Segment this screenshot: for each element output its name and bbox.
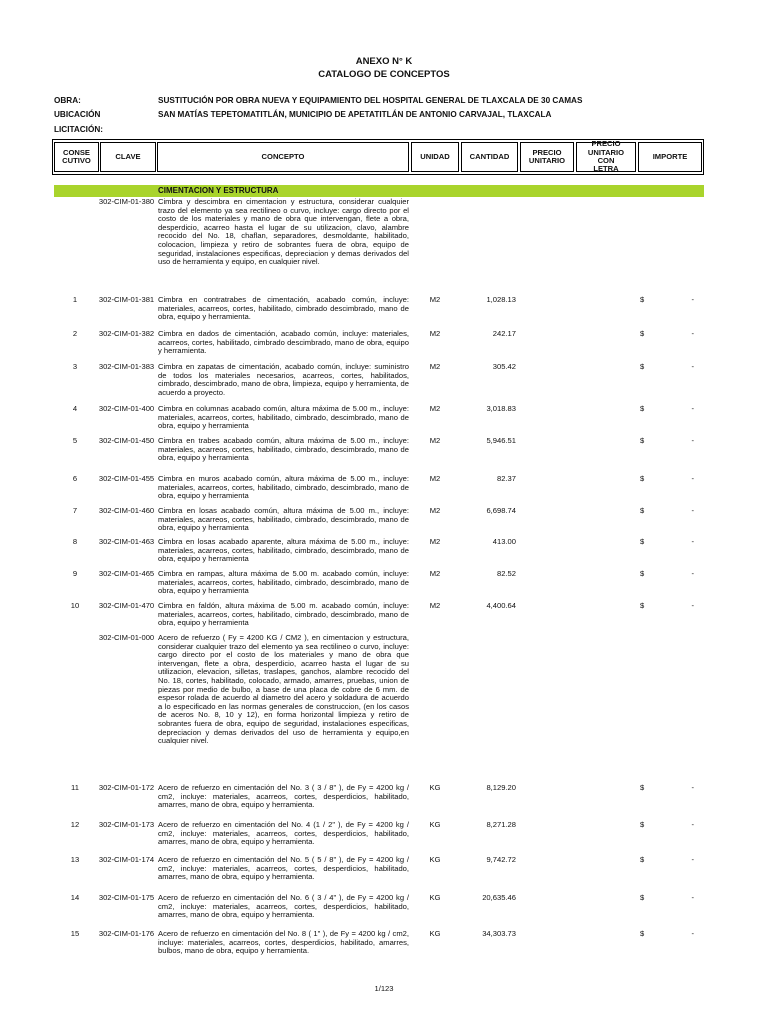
- row-concepto: Cimbra en contratrabes de cimentación, acabado común, incluye: materiales, acarreos, cortes, habilitado, cimbrado descimbrado, mano de obra, equipo y herramienta.: [158, 295, 409, 322]
- row-num: 12: [70, 820, 80, 829]
- row-clave: 302-CIM-01-470: [98, 601, 155, 610]
- row-clave: 302-CIM-01-383: [98, 362, 155, 371]
- row-importe: -: [691, 893, 694, 902]
- row-cantidad: 242.17: [492, 329, 516, 338]
- row-concepto: Acero de refuerzo en cimentación del No. 8 ( 1" ), de Fy = 4200 kg / cm2, incluye: materiales, acarreos, cortes, desperdicios, habilitado, amarres, bulbos, mano de obra, equipo y herramienta.: [158, 929, 409, 956]
- row-num: 5: [72, 436, 78, 445]
- row-num: 2: [72, 329, 78, 338]
- row-importe: -: [691, 601, 694, 610]
- header-cantidad: CANTIDAD: [461, 142, 518, 172]
- row-num: 15: [70, 929, 80, 938]
- row-num: 14: [70, 893, 80, 902]
- row-num: 10: [70, 601, 80, 610]
- row-currency: $: [640, 329, 645, 338]
- row-concepto: Cimbra en zapatas de cimentación, acabado común, incluye: suministro de todos los materiales necesarios, acarreos, cortes, habilitados, cimbrado, descimbrado, mano de obra, limpieza, equipo y herramienta, de acuerdo a proyecto.: [158, 362, 409, 397]
- row-clave: 302-CIM-01-172: [98, 783, 155, 792]
- row-currency: $: [640, 404, 645, 413]
- row-concepto: Cimbra en losas acabado aparente, altura máxima de 5.00 m., incluye: materiales, acarreos, cortes, habilitado, cimbrado, descimbrado, mano de obra, equipo y herramienta: [158, 537, 409, 564]
- header-precio-unitario: PRECIO UNITARIO: [520, 142, 574, 172]
- row-cantidad: 5,946.51: [486, 436, 516, 445]
- row-cantidad: 82.37: [496, 474, 516, 483]
- row-importe: -: [691, 506, 694, 515]
- row-unidad: M2: [429, 506, 441, 515]
- row-importe: -: [691, 295, 694, 304]
- row-cantidad: 3,018.83: [486, 404, 516, 413]
- row-concepto: Acero de refuerzo en cimentación del No. 4 (1 / 2" ), de Fy = 4200 kg / cm2, incluye: materiales, acarreos, cortes, desperdicios, habilitado, amarres, mano de obra, equipo y herramienta.: [158, 820, 409, 847]
- row-unidad: KG: [429, 820, 441, 829]
- row-clave: 302-CIM-01-000: [98, 633, 155, 642]
- row-unidad: M2: [429, 404, 441, 413]
- row-concepto: Cimbra en trabes acabado común, altura máxima de 5.00 m., incluye: materiales, acarreos, cortes, habilitado, cimbrado, descimbrado, mano de obra, equipo y herramienta: [158, 436, 409, 463]
- row-unidad: M2: [429, 362, 441, 371]
- header-precio-letra: PRECIO UNITARIO CON LETRA: [576, 142, 636, 172]
- row-currency: $: [640, 820, 645, 829]
- header-clave: CLAVE: [100, 142, 156, 172]
- row-clave: 302-CIM-01-460: [98, 506, 155, 515]
- row-num: 9: [72, 569, 78, 578]
- row-clave: 302-CIM-01-175: [98, 893, 155, 902]
- row-unidad: M2: [429, 295, 441, 304]
- row-cantidad: 34,303.73: [482, 929, 516, 938]
- obra-label: OBRA:: [54, 96, 81, 105]
- row-clave: 302-CIM-01-450: [98, 436, 155, 445]
- row-clave: 302-CIM-01-176: [98, 929, 155, 938]
- row-currency: $: [640, 929, 645, 938]
- row-concepto: Cimbra en losas acabado común, altura máxima de 5.00 m., incluye: materiales, acarreos, cortes, habilitado, cimbrado, descimbrado, mano de obra, equipo y herramienta: [158, 506, 409, 533]
- row-currency: $: [640, 362, 645, 371]
- table-header: [52, 139, 704, 175]
- obra-value: SUSTITUCIÓN POR OBRA NUEVA Y EQUIPAMIENTO DEL HOSPITAL GENERAL DE TLAXCALA DE 30 CAMAS: [158, 96, 583, 105]
- row-importe: -: [691, 474, 694, 483]
- row-num: 7: [72, 506, 78, 515]
- row-unidad: KG: [429, 893, 441, 902]
- row-currency: $: [640, 893, 645, 902]
- row-importe: -: [691, 820, 694, 829]
- row-num: 13: [70, 855, 80, 864]
- row-currency: $: [640, 569, 645, 578]
- row-importe: -: [691, 436, 694, 445]
- row-concepto: Acero de refuerzo en cimentación del No. 5 ( 5 / 8" ), de Fy = 4200 kg / cm2, incluye: materiales, acarreos, cortes, desperdicios, habilitado, amarres, mano de obra, equipo y herramienta.: [158, 855, 409, 882]
- row-importe: -: [691, 569, 694, 578]
- ubicacion-label: UBICACIÓN: [54, 110, 101, 119]
- row-concepto: Cimbra en faldón, altura máxima de 5.00 m. acabado común, incluye: materiales, acarreos, cortes, habilitado, cimbrado, descimbrado, mano de obra, equipo y herramienta: [158, 601, 409, 628]
- row-clave: 302-CIM-01-381: [98, 295, 155, 304]
- row-importe: -: [691, 329, 694, 338]
- row-unidad: KG: [429, 929, 441, 938]
- row-cantidad: 4,400.64: [486, 601, 516, 610]
- row-unidad: M2: [429, 436, 441, 445]
- section-bar: [54, 185, 704, 197]
- row-cantidad: 9,742.72: [486, 855, 516, 864]
- row-unidad: KG: [429, 855, 441, 864]
- row-cantidad: 413.00: [492, 537, 516, 546]
- ubicacion-value: SAN MATÍAS TEPETOMATITLÁN, MUNICIPIO DE APETATITLÁN DE ANTONIO CARVAJAL, TLAXCALA: [158, 110, 552, 119]
- row-cantidad: 8,271.28: [486, 820, 516, 829]
- row-cantidad: 8,129.20: [486, 783, 516, 792]
- row-importe: -: [691, 404, 694, 413]
- row-num: 3: [72, 362, 78, 371]
- row-currency: $: [640, 783, 645, 792]
- row-importe: -: [691, 929, 694, 938]
- row-clave: 302-CIM-01-400: [98, 404, 155, 413]
- row-unidad: M2: [429, 537, 441, 546]
- page-number: 1/123: [374, 984, 394, 993]
- row-unidad: M2: [429, 474, 441, 483]
- row-currency: $: [640, 295, 645, 304]
- row-concepto: Cimbra en dados de cimentación, acabado común, incluye: materiales, acarreos, cortes, habilitado, cimbrado descimbrado, mano de obra, equipo y herramienta.: [158, 329, 409, 356]
- row-clave: 302-CIM-01-380: [98, 197, 155, 206]
- row-concepto: Acero de refuerzo ( Fy = 4200 KG / CM2 ), en cimentacion y estructura, considerar cualquier trazo del elemento ya sea rectilineo o curvo, incluye: cargo directo por el costo de los materiales y mano de obra que intervengan, flete a obra, desperdicio, acarreo hasta el lugar de su utilizacion, elevacion, silletas, traslapes, ganchos, alambre recocido del No. 18, cortes, habilitado, colocado, armado, amarres, pruebas, union de piezas por medio de bulbo, a base de una placa de cobre de 6 mm. de espesor rolada de acuerdo al diametro del acero y soldadura de acuerdo a lo especificado en las normas generales de construccion, (en los casos de aceros No. 8, 10 y 12), en forma horizontal limpieza y retiro de sobrantes fuera de obra, equipo de seguridad, instalaciones especificas, depreciacion y demas derivados del uso de herramienta y equipo,en cualquier nivel.: [158, 633, 409, 746]
- row-unidad: KG: [429, 783, 441, 792]
- row-importe: -: [691, 855, 694, 864]
- row-cantidad: 6,698.74: [486, 506, 516, 515]
- document-subtitle: CATALOGO DE CONCEPTOS: [318, 69, 450, 80]
- header-importe: IMPORTE: [638, 142, 702, 172]
- row-cantidad: 20,635.46: [482, 893, 516, 902]
- row-concepto: Cimbra en columnas acabado común, altura máxima de 5.00 m., incluye: materiales, acarreos, cortes, habilitado, cimbrado, descimbrado, mano de obra, equipo y herramienta: [158, 404, 409, 431]
- row-num: 1: [72, 295, 78, 304]
- licitacion-label: LICITACIÓN:: [54, 125, 103, 134]
- row-currency: $: [640, 474, 645, 483]
- row-unidad: M2: [429, 329, 441, 338]
- row-num: 8: [72, 537, 78, 546]
- row-concepto: Cimbra en rampas, altura máxima de 5.00 m. acabado común, incluye: materiales, acarreos, cortes, habilitado, cimbrado, descimbrado, mano de obra, equipo y herramienta: [158, 569, 409, 596]
- document-title: ANEXO N° K: [355, 56, 413, 67]
- row-currency: $: [640, 506, 645, 515]
- row-currency: $: [640, 436, 645, 445]
- row-unidad: M2: [429, 601, 441, 610]
- row-num: 6: [72, 474, 78, 483]
- row-importe: -: [691, 537, 694, 546]
- row-currency: $: [640, 601, 645, 610]
- row-unidad: M2: [429, 569, 441, 578]
- row-concepto: Cimbra y descimbra en cimentacion y estructura, considerar cualquier trazo del elemento ya sea rectilineo o curvo, incluye: cargo directo por el costo de los materiales y mano de obra que intervengan, flete a obra, desperdicio, acarreo hasta el lugar de su utilizacion, clavo, alambre recocido del No. 18, chaflan, separadores, desmoldante, habilitado, colocacion, limpieza y retiro de sobrantes fuera de obra, equipo de seguridad, instalaciones especificas, depreciacion y demas derivados del uso de herramienta y equipo, en cualquier nivel.: [158, 197, 409, 267]
- row-importe: -: [691, 783, 694, 792]
- row-clave: 302-CIM-01-465: [98, 569, 155, 578]
- row-clave: 302-CIM-01-174: [98, 855, 155, 864]
- row-clave: 302-CIM-01-382: [98, 329, 155, 338]
- row-importe: -: [691, 362, 694, 371]
- header-concepto: CONCEPTO: [157, 142, 409, 172]
- row-clave: 302-CIM-01-173: [98, 820, 155, 829]
- row-cantidad: 305.42: [492, 362, 516, 371]
- row-cantidad: 82.52: [496, 569, 516, 578]
- row-clave: 302-CIM-01-463: [98, 537, 155, 546]
- row-concepto: Cimbra en muros acabado común, altura máxima de 5.00 m., incluye: materiales, acarreos, cortes, habilitado, cimbrado, descimbrado, mano de obra, equipo y herramienta: [158, 474, 409, 501]
- row-concepto: Acero de refuerzo en cimentación del No. 3 ( 3 / 8" ), de Fy = 4200 kg / cm2, incluye: materiales, acarreos, cortes, desperdicios, habilitado, amarres, mano de obra, equipo y herramienta.: [158, 783, 409, 810]
- row-currency: $: [640, 855, 645, 864]
- row-clave: 302-CIM-01-455: [98, 474, 155, 483]
- header-consecutivo: CONSE CUTIVO: [54, 142, 99, 172]
- section-label: CIMENTACION Y ESTRUCTURA: [158, 186, 279, 195]
- row-num: 11: [71, 783, 79, 792]
- header-unidad: UNIDAD: [411, 142, 459, 172]
- row-currency: $: [640, 537, 645, 546]
- row-cantidad: 1,028.13: [486, 295, 516, 304]
- row-num: 4: [72, 404, 78, 413]
- row-concepto: Acero de refuerzo en cimentación del No. 6 ( 3 / 4" ), de Fy = 4200 kg / cm2, incluye: materiales, acarreos, cortes, desperdicios, habilitado, amarres, mano de obra, equipo y herramienta.: [158, 893, 409, 920]
